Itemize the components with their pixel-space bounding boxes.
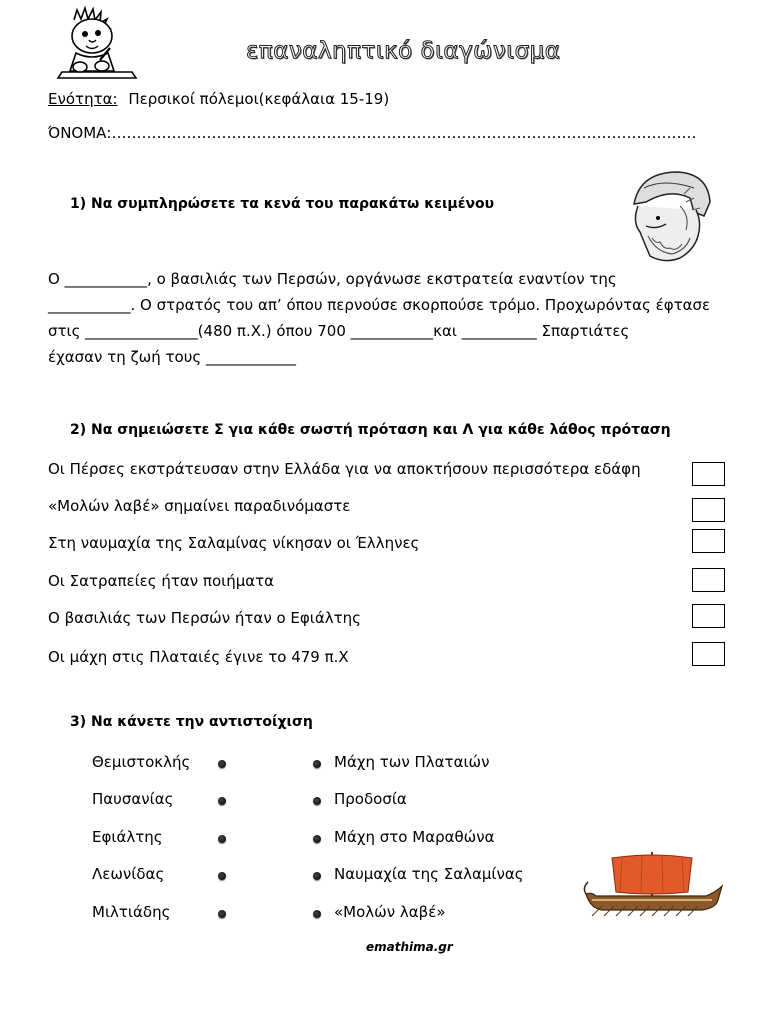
match-right-5: «Μολών λαβέ»	[334, 903, 446, 921]
page-title: επαναληπτικό διαγώνισμα	[246, 38, 561, 64]
fill-in-line-4: έχασαν τη ζωή τους ____________	[48, 348, 296, 366]
section2-heading: 2) Να σημειώσετε Σ για κάθε σωστή πρόταση και Λ για κάθε λάθος πρόταση	[70, 422, 671, 438]
section3-heading: 3) Να κάνετε την αντιστοίχιση	[70, 714, 313, 730]
fill-in-line-1: Ο ___________, ο βασιλιάς των Περσών, οργάνωσε εκστρατεία εναντίον της	[48, 270, 617, 288]
answer-box-4[interactable]	[692, 568, 725, 592]
match-right-dot-4[interactable]	[313, 872, 321, 880]
statement-4: Οι Σατραπείες ήταν ποιήματα	[48, 572, 275, 590]
answer-box-5[interactable]	[692, 604, 725, 628]
footer-site: emathima.gr	[366, 940, 453, 954]
match-right-2: Προδοσία	[334, 790, 407, 808]
answer-box-6[interactable]	[692, 642, 725, 666]
match-right-dot-1[interactable]	[313, 760, 321, 768]
match-left-dot-5[interactable]	[218, 910, 226, 918]
match-left-dot-3[interactable]	[218, 835, 226, 843]
section1-heading: 1) Να συμπληρώσετε τα κενά του παρακάτω κειμένου	[70, 196, 495, 212]
match-right-dot-2[interactable]	[313, 797, 321, 805]
statement-5: Ο βασιλιάς των Περσών ήταν ο Εφιάλτης	[48, 609, 361, 627]
match-left-5: Μιλτιάδης	[92, 903, 171, 921]
answer-box-1[interactable]	[692, 462, 725, 486]
boy-writing-icon	[56, 6, 140, 86]
answer-box-2[interactable]	[692, 498, 725, 522]
trireme-ship-icon	[582, 848, 726, 918]
statement-1: Οι Πέρσες εκστράτευσαν στην Ελλάδα για να αποκτήσουν περισσότερα εδάφη	[48, 460, 641, 478]
statement-3: Στη ναυμαχία της Σαλαμίνας νίκησαν οι Έλληνες	[48, 534, 420, 552]
statement-6: Οι μάχη στις Πλαταιές έγινε το 479 π.Χ	[48, 648, 349, 666]
greek-warrior-head-icon	[624, 166, 716, 264]
match-left-1: Θεμιστοκλής	[92, 753, 191, 771]
match-left-4: Λεωνίδας	[92, 865, 165, 883]
name-field: ΌΝΟΜΑ:………………………………………………………………………………………………………	[48, 124, 697, 142]
match-left-3: Εφιάλτης	[92, 828, 163, 846]
match-right-4: Ναυμαχία της Σαλαμίνας	[334, 865, 524, 883]
match-right-3: Μάχη στο Μαραθώνα	[334, 828, 495, 846]
unit-line	[48, 90, 389, 108]
fill-in-line-2: ___________. Ο στρατός του απ’ όπου περνούσε σκορπούσε τρόμο. Προχωρόντας έφτασε	[48, 296, 711, 314]
unit-label: Ενότητα:	[48, 90, 118, 108]
match-right-1: Μάχη των Πλαταιών	[334, 753, 490, 771]
match-left-dot-2[interactable]	[218, 797, 226, 805]
match-left-2: Παυσανίας	[92, 790, 174, 808]
match-left-dot-1[interactable]	[218, 760, 226, 768]
statement-2: «Μολών λαβέ» σημαίνει παραδινόμαστε	[48, 497, 351, 515]
match-right-dot-5[interactable]	[313, 910, 321, 918]
answer-box-3[interactable]	[692, 529, 725, 553]
fill-in-line-3: στις _______________(480 π.Χ.) όπου 700 ___________και __________ Σπαρτιάτες	[48, 322, 630, 340]
match-left-dot-4[interactable]	[218, 872, 226, 880]
match-right-dot-3[interactable]	[313, 835, 321, 843]
unit-value: Περσικοί πόλεμοι(κεφάλαια 15-19)	[128, 90, 390, 108]
